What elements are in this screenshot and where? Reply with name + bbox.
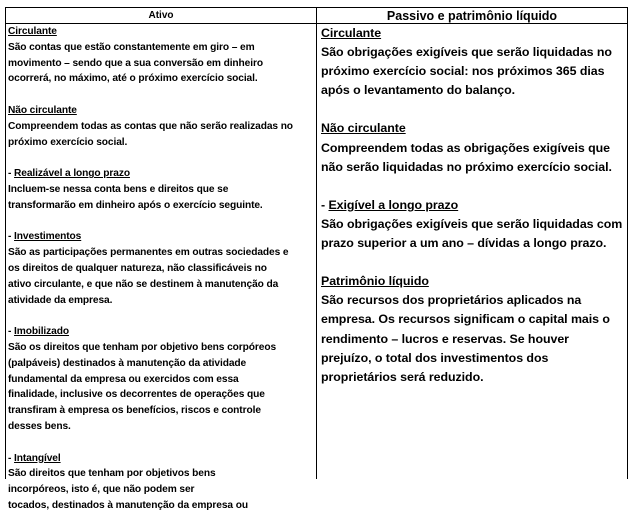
investimentos-line: os direitos de qualquer natureza, não classificáveis no [8, 262, 267, 274]
intangivel-title: Intangível [14, 452, 61, 464]
header-passivo: Passivo e patrimônio líquido [386, 8, 558, 23]
passivo-nao-circulante-line: Compreendem todas as obrigações exigíveis que [321, 140, 611, 155]
table-column-divider [316, 7, 317, 479]
realizavel-line: Incluem-se nessa conta bens e direitos que se [8, 183, 229, 195]
patrimonio-title: Patrimônio líquido [321, 274, 429, 289]
patrimonio-line: prejuízo, o total dos investimentos dos [321, 350, 549, 365]
balance-sheet-table [5, 7, 628, 511]
passivo-column [321, 24, 625, 387]
intangivel-line: São direitos que tenham por objetivos bens [8, 468, 216, 480]
spacer [8, 214, 315, 230]
ativo-nao-circulante-line: próximo exercício social. [8, 136, 128, 148]
imobilizado-line: finalidade, inclusive os decorrentes de operações que [8, 389, 265, 401]
header-ativo: Ativo [148, 10, 174, 21]
investimentos-line: atividade da empresa. [8, 294, 113, 306]
passivo-circulante-line: São obrigações exigíveis que serão liquidadas no [321, 45, 612, 60]
exigivel-section [321, 196, 625, 253]
investimentos-title: Investimentos [14, 231, 82, 243]
spacer [8, 435, 315, 451]
spacer [321, 253, 625, 272]
intangivel-line: incorpóreos, isto é, que não podem ser [8, 484, 195, 496]
intangivel-prefix: - [8, 452, 15, 464]
spacer [8, 308, 315, 324]
investimentos-prefix: - [8, 231, 15, 243]
exigivel-line: prazo superior a um ano – dívidas a longo prazo. [321, 236, 607, 251]
realizavel-title: Realizável a longo prazo [14, 168, 130, 180]
imobilizado-prefix: - [8, 326, 15, 338]
passivo-nao-circulante-line: não serão liquidadas no próximo exercício social. [321, 159, 612, 174]
ativo-nao-circulante-title: Não circulante [8, 104, 77, 116]
imobilizado-line: transfiram à empresa os benefícios, riscos e controle [8, 405, 261, 417]
table-border-left [5, 7, 6, 479]
ativo-circulante-line: ocorrerá, no máximo, até o próximo exercício social. [8, 73, 258, 85]
imobilizado-line: (palpáveis) destinados à manutenção da atividade [8, 357, 247, 369]
investimentos-line: São as participações permanentes em outras sociedades e [8, 247, 289, 259]
passivo-circulante-line: após o levantamento do balanço. [321, 83, 515, 98]
passivo-circulante-section [321, 24, 625, 100]
passivo-circulante-title: Circulante [321, 26, 382, 40]
patrimonio-line: São recursos dos proprietários aplicados na [321, 293, 582, 308]
spacer [8, 150, 315, 166]
imobilizado-line: São os direitos que tenham por objetivo bens corpóreos [8, 341, 277, 353]
spacer [321, 100, 625, 119]
imobilizado-line: desses bens. [8, 420, 71, 432]
realizavel-prefix: - [8, 168, 15, 180]
passivo-circulante-line: próximo exercício social: nos próximos 365 dias [321, 64, 605, 79]
investimentos-line: ativo circulante, e que não se destinem à manutenção da [8, 278, 279, 290]
imobilizado-line: fundamental da empresa ou exercidos com essa [8, 373, 239, 385]
exigivel-title: Exigível a longo prazo [328, 197, 459, 212]
passivo-nao-circulante-section [321, 119, 625, 176]
spacer [321, 177, 625, 196]
ativo-nao-circulante-section [8, 103, 315, 150]
ativo-circulante-title: Circulante [8, 26, 57, 37]
patrimonio-line: rendimento – lucros e reservas. Se houver [321, 331, 569, 346]
exigivel-prefix: - [321, 197, 329, 212]
ativo-circulante-line: movimento – sendo que a sua conversão em dinheiro [8, 57, 263, 69]
passivo-nao-circulante-title: Não circulante [321, 121, 406, 136]
ativo-circulante-section [8, 24, 315, 87]
spacer [8, 87, 315, 103]
patrimonio-section [321, 272, 625, 387]
table-border-right [627, 7, 628, 479]
investimentos-section [8, 229, 315, 308]
patrimonio-line: proprietários será reduzido. [321, 369, 484, 384]
ativo-nao-circulante-line: Compreendem todas as contas que não serão realizadas no [8, 120, 293, 132]
imobilizado-section [8, 324, 315, 435]
realizavel-line: transformarão em dinheiro após o exercício seguinte. [8, 199, 263, 211]
intangivel-section [8, 451, 315, 514]
ativo-column [8, 24, 315, 514]
ativo-circulante-line: São contas que estão constantemente em giro – em [8, 41, 255, 53]
realizavel-section [8, 166, 315, 213]
imobilizado-title: Imobilizado [14, 326, 69, 338]
patrimonio-line: empresa. Os recursos significam o capital mais o [321, 312, 610, 327]
exigivel-line: São obrigações exigíveis que serão liquidadas com [321, 216, 623, 231]
intangivel-line: tocados, destinados à manutenção da empresa ou [8, 499, 248, 511]
